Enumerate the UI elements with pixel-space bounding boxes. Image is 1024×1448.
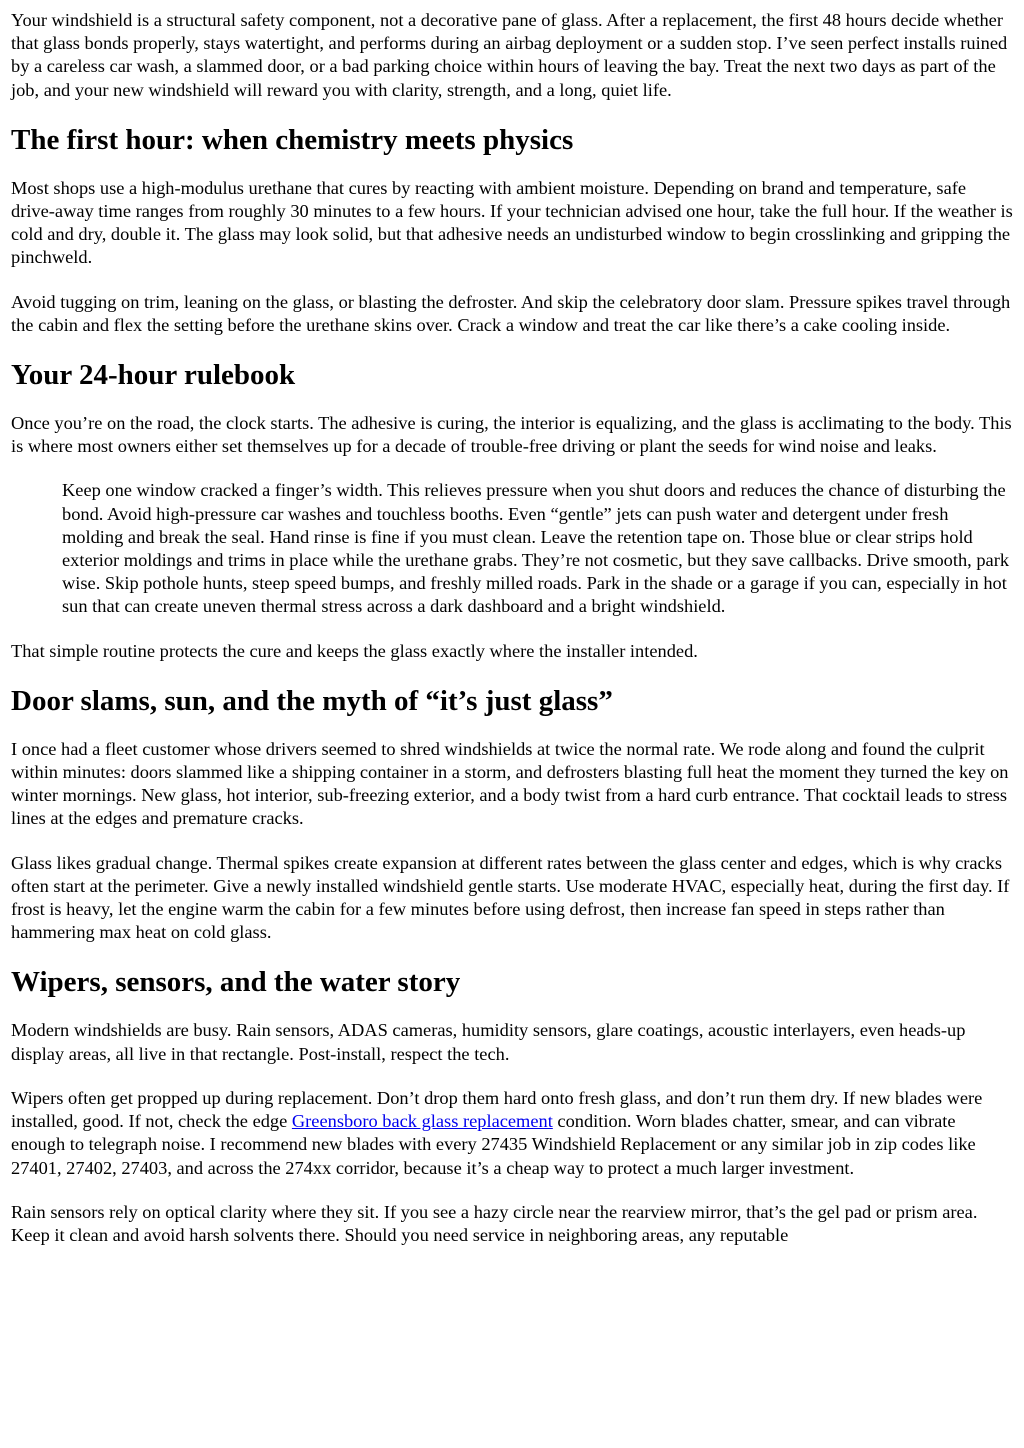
section-heading-24-hour-rulebook: Your 24-hour rulebook (11, 359, 296, 392)
paragraph: Avoid tugging on trim, leaning on the glass, or blasting the defroster. And skip the celebratory door slam. Pressure spikes travel through the cabin and flex the setting before the urethane skins over. Crack a window and treat the car like there’s a cake cooling inside. (11, 291, 1011, 335)
rulebook-blockquote: Keep one window cracked a finger’s width. This relieves pressure when you shut doors and reduces the chance of disturbing the bond. Avoid high-pressure car washes and touchless booths. Even “gentle” jets can push water and detergent under fresh molding and break the seal. Hand rinse is fine if you must clean. Leave the retention tape on. Those blue or clear strips hold exterior moldings and trims in place while the urethane grabs. They’re not cosmetic, but they save callbacks. Drive smooth, park wise. Skip pothole hunts, steep speed bumps, and freshly milled roads. Park in the shade or a garage if you can, especially in hot sun that can create uneven thermal stress across a dark dashboard and a bright windshield. (62, 480, 1010, 617)
section-heading-door-slams: Door slams, sun, and the myth of “it’s just glass” (11, 684, 613, 717)
greensboro-back-glass-link[interactable]: Greensboro back glass replacement (291, 1111, 553, 1132)
paragraph-text: Wipers often get propped up during replacement. Don’t drop them hard onto fresh glass, and don’t run them dry. If new blades were installed, good. If not, check the edge (11, 1087, 983, 1132)
section-heading-wipers-sensors: Wipers, sensors, and the water story (11, 966, 461, 999)
paragraph: Once you’re on the road, the clock starts. The adhesive is curing, the interior is equalizing, and the glass is acclimating to the body. This is where most owners either set themselves up for a decade of trouble-free driving or plant the seeds for wind noise and leaks. (11, 413, 1012, 457)
intro-paragraph: Your windshield is a structural safety component, not a decorative pane of glass. After a replacement, the first 48 hours decide whether that glass bonds properly, stays watertight, and performs during an airbag deployment or a sudden stop. I’ve seen perfect installs ruined by a careless car wash, a slammed door, or a bad parking choice within hours of leaving the bay. Treat the next two days as part of the job, and your new windshield will reward you with clarity, strength, and a long, quiet life. (11, 10, 1008, 100)
paragraph-with-link (11, 1087, 1014, 1180)
paragraph: Most shops use a high-modulus urethane that cures by reacting with ambient moisture. Depending on brand and temperature, safe drive-away time ranges from roughly 30 minutes to a few hours. If your technician advised one hour, take the full hour. If the weather is cold and dry, double it. The glass may look solid, but that adhesive needs an undisturbed window to begin crosslinking and gripping the pinchweld. (11, 177, 1013, 268)
paragraph: Rain sensors rely on optical clarity where they sit. If you see a hazy circle near the rearview mirror, that’s the gel pad or prism area. Keep it clean and avoid harsh solvents there. Should you need service in neighboring areas, any reputable (11, 1201, 978, 1245)
paragraph: I once had a fleet customer whose drivers seemed to shred windshields at twice the normal rate. We rode along and found the culprit within minutes: doors slammed like a shipping container in a storm, and defrosters blasting full heat the moment they turned the key on winter mornings. New glass, hot interior, sub-freezing exterior, and a body twist from a hard curb entrance. That cocktail leads to stress lines at the edges and premature cracks. (11, 738, 1009, 829)
paragraph-text: condition. Worn blades chatter, smear, and can vibrate enough to telegraph noise. I recommend new blades with every 27435 Windshield Replacement or any similar job in zip codes like 27401, 27402, 27403, and across the 274xx corridor, because it’s a cheap way to protect a much larger investment. (11, 1111, 976, 1178)
section-heading-first-hour: The first hour: when chemistry meets physics (11, 123, 574, 156)
paragraph: Glass likes gradual change. Thermal spikes create expansion at different rates between the glass center and edges, which is why cracks often start at the perimeter. Give a newly installed windshield gentle starts. Use moderate HVAC, especially heat, during the first day. If frost is heavy, let the engine warm the cabin for a few minutes before using defrost, then increase fan speed in steps rather than hammering max heat on cold glass. (11, 852, 1010, 943)
paragraph: Modern windshields are busy. Rain sensors, ADAS cameras, humidity sensors, glare coatings, acoustic interlayers, even heads-up display areas, all live in that rectangle. Post-install, respect the tech. (11, 1020, 966, 1064)
paragraph: That simple routine protects the cure and keeps the glass exactly where the installer intended. (11, 640, 698, 661)
